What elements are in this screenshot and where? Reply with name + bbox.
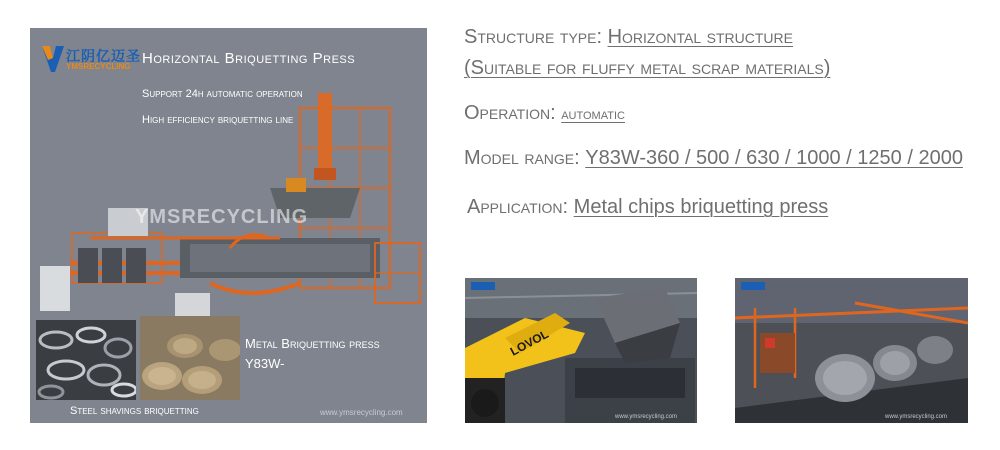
poster-title: Horizontal Briquetting Press (142, 50, 356, 67)
spec-operation (464, 102, 625, 125)
metal-press-model: Y83W- (245, 356, 285, 371)
briquette-bales-image (140, 316, 240, 400)
poster-feature-2: High efficiency briquetting line (142, 114, 294, 126)
spec-structure-note-text[interactable]: (Suitable for fluffy metal scrap materials) (464, 57, 831, 79)
company-logo (42, 46, 152, 74)
spec-application (467, 196, 828, 219)
spec-operation-label: Operation: (464, 102, 562, 124)
shavings-caption: Steel shavings briquetting (70, 405, 199, 417)
spec-model-range (464, 147, 963, 170)
spec-model-value[interactable]: Y83W-360 / 500 / 630 / 1000 / 1250 / 2000 (585, 147, 963, 169)
spec-operation-value[interactable]: automatic (561, 106, 625, 123)
metal-press-title: Metal Briquetting press (245, 336, 380, 351)
poster-feature-1: Support 24h automatic operation (142, 88, 303, 100)
logo-text-en: YMSRECYCLING (66, 62, 131, 71)
spec-structure-value[interactable]: Horizontal structure (607, 26, 793, 48)
logo-text-cn: 江阴亿迈圣 (66, 48, 141, 64)
spec-structure-label: Structure type: (464, 26, 608, 48)
spec-application-label: Application: (467, 196, 574, 218)
spec-model-label: Model range: (464, 147, 586, 169)
loader-feeding-photo (465, 278, 697, 423)
briquettes-conveyor-scene (735, 278, 968, 423)
spec-application-value[interactable]: Metal chips briquetting press (573, 196, 829, 218)
spec-structure-note (464, 57, 830, 80)
poster-website: www.ymsrecycling.com (320, 408, 403, 417)
loader-feeding-scene (465, 278, 697, 423)
bricks-photo-website: www.ymsrecycling.com (885, 414, 948, 420)
product-poster (30, 28, 427, 423)
briquettes-conveyor-photo (735, 278, 968, 423)
loader-brand-text: LOVOL (507, 326, 551, 359)
spec-structure (464, 26, 793, 49)
steel-shavings-image (36, 320, 136, 400)
poster-watermark: YMSRECYCLING (135, 206, 309, 228)
logo-mark-icon (42, 46, 64, 72)
loader-photo-website: www.ymsrecycling.com (615, 414, 678, 420)
